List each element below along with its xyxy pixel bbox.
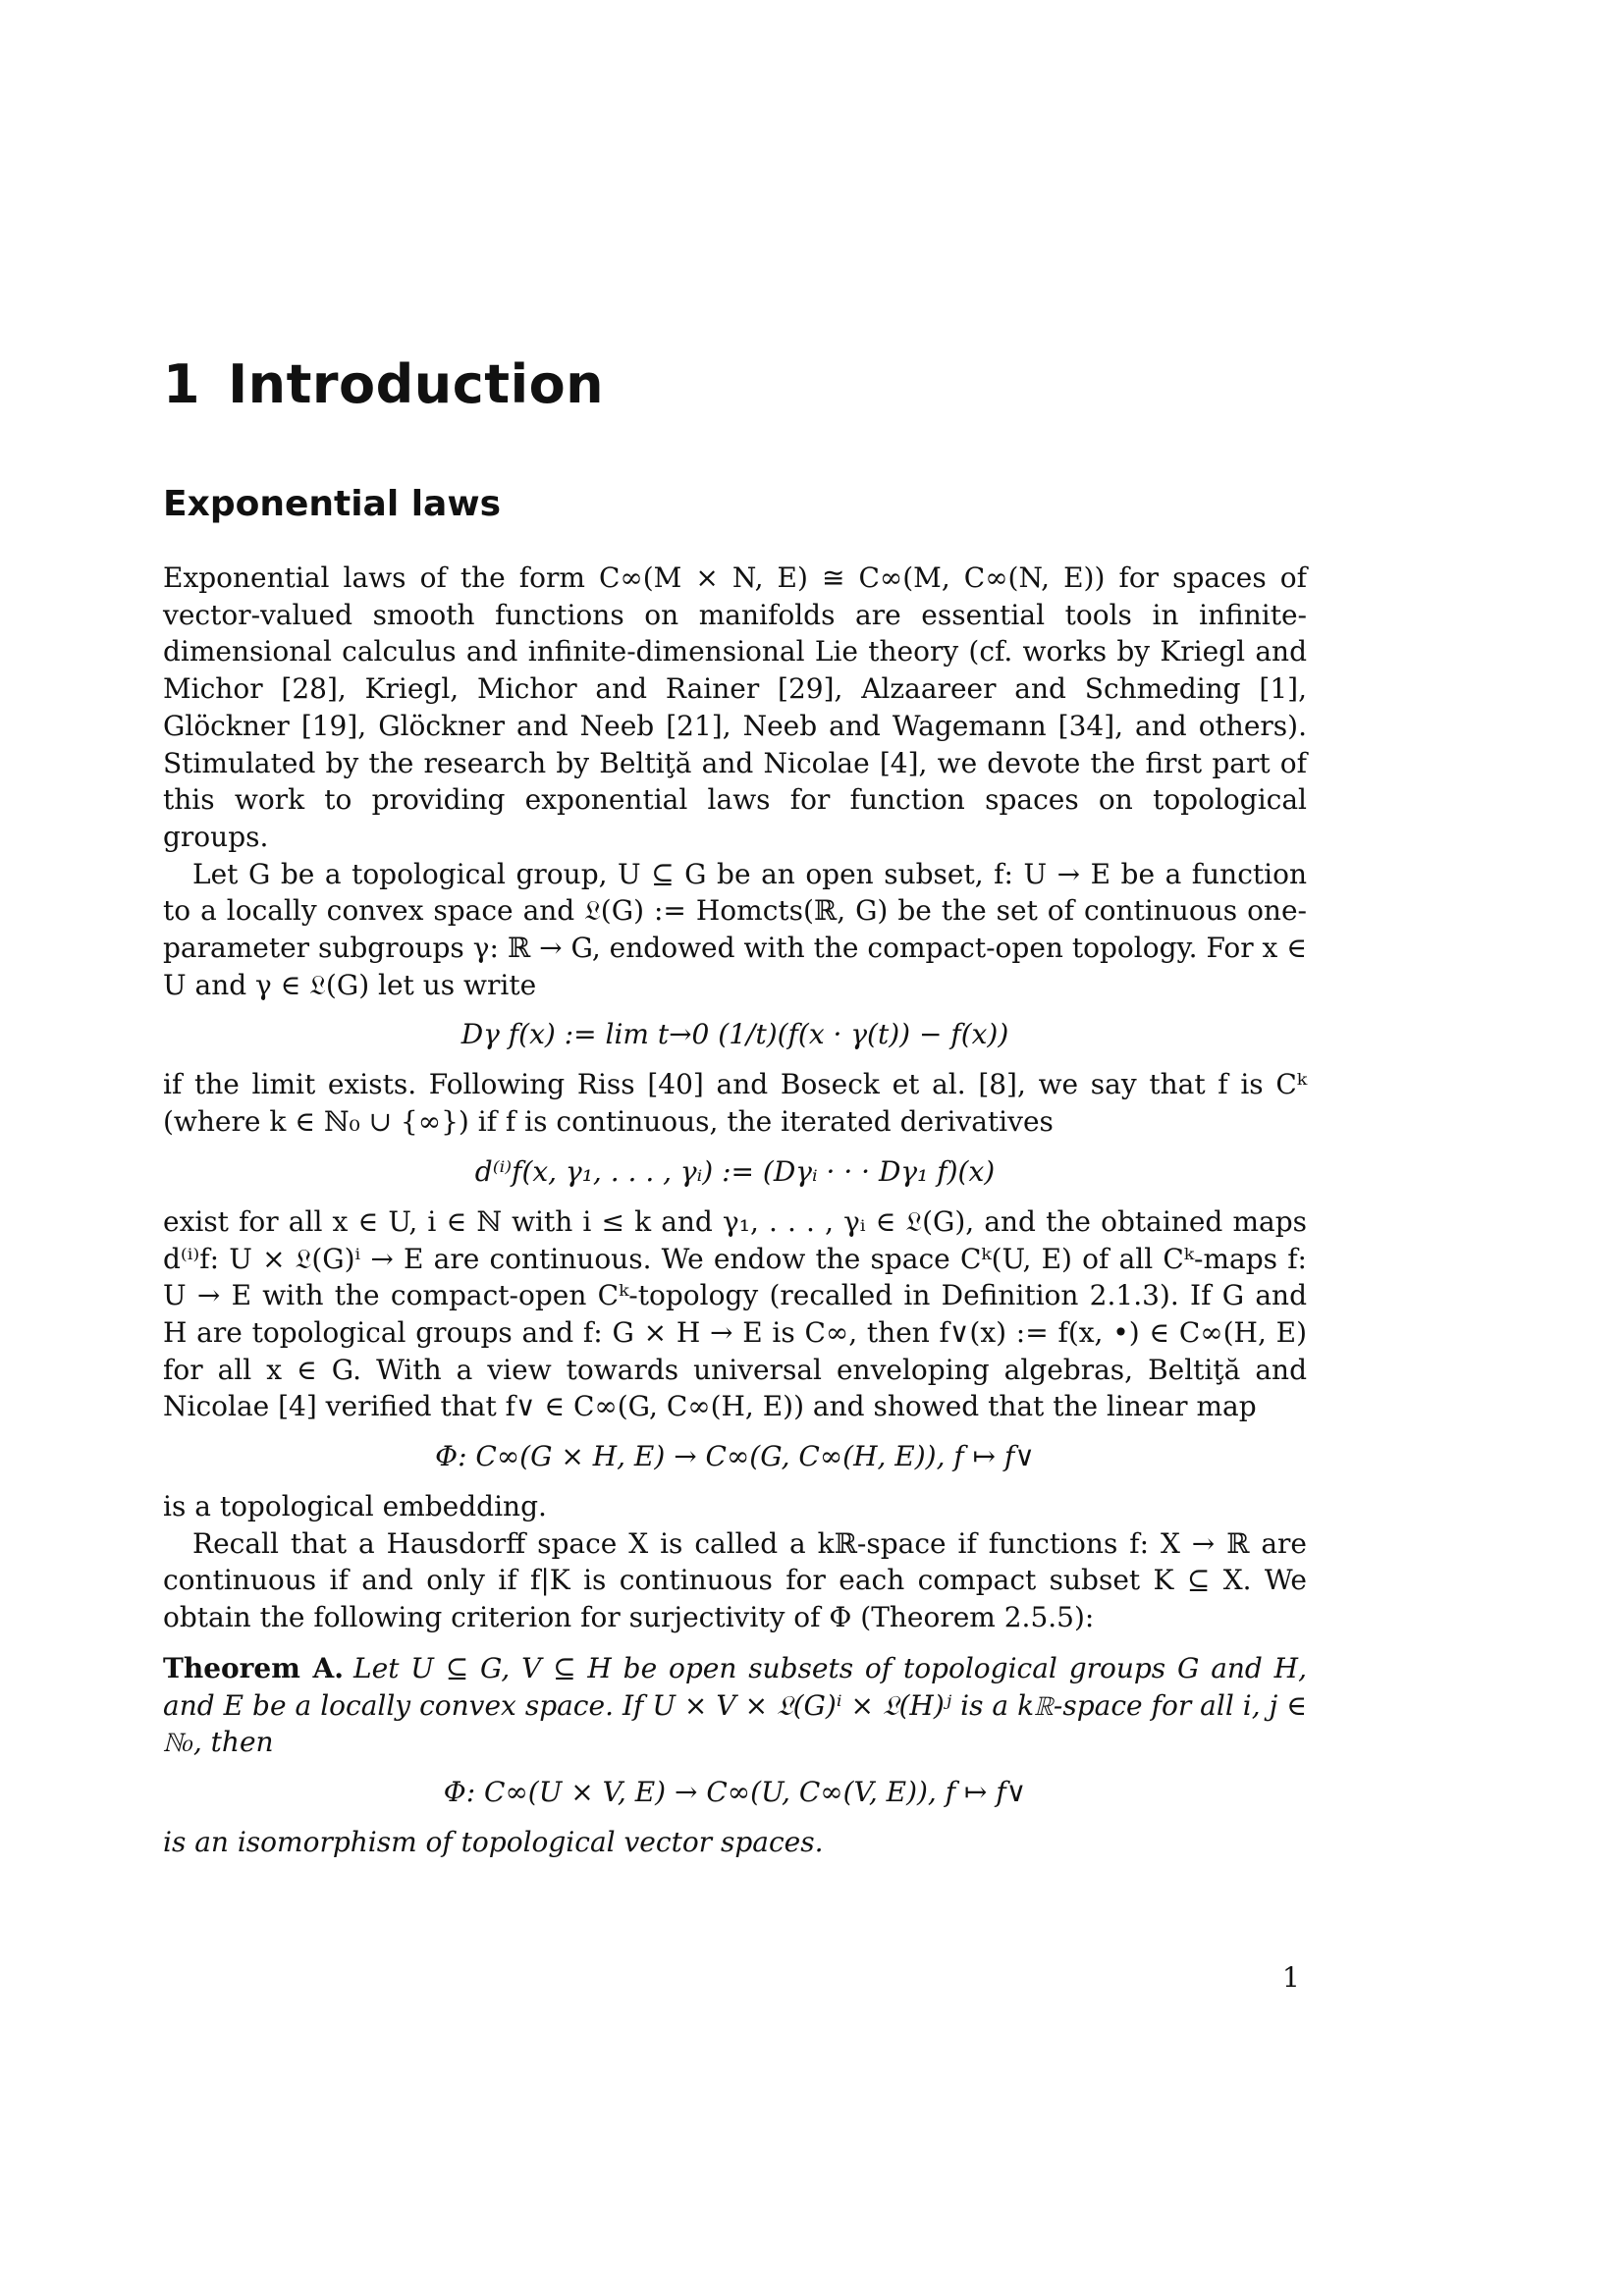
page-number: 1 xyxy=(1282,1961,1300,1994)
paragraph-1: Exponential laws of the form C∞(M × N, E) ≅ C∞(M, C∞(N, E)) for spaces of vector-valued smooth functions on manifolds are essential tools in infinite-dimensional calculus and infinite-dimensional Lie theory (cf. works by Kriegl and Michor [28], Kriegl, Michor and Rainer [29], Alzaareer and Schmeding [1], Glöckner [19], Glöckner and Neeb [21], Neeb and Wagemann [34], and others). Stimulated by the research by Beltiţă and Nicolae [4], we devote the first part of this work to providing exponential laws for function spaces on topological groups. xyxy=(163,561,1307,853)
paragraph-2: Let G be a topological group, U ⊆ G be an open subset, f: U → E be a function to a locally convex space and 𝔏(G) := Homcts(ℝ, G) be the set of continuous one-parameter subgroups γ: ℝ → G, endowed with the compact-open topology. For x ∈ U and γ ∈ 𝔏(G) let us write xyxy=(163,857,1307,1001)
equation-derivative: Dγ f(x) := lim t→0 (1/t)(f(x · γ(t)) − f(x)) xyxy=(460,1018,1009,1051)
theorem-equation: Φ: C∞(U × V, E) → C∞(U, C∞(V, E)), f ↦ f∨ xyxy=(443,1775,1027,1808)
equation-iterated-derivative: d⁽ⁱ⁾f(x, γ₁, . . . , γᵢ) := (Dγᵢ · · · Dγ₁ f)(x) xyxy=(474,1154,996,1188)
paragraph-5: is a topological embedding. xyxy=(163,1490,547,1523)
paragraph-4: exist for all x ∈ U, i ∈ ℕ with i ≤ k and γ₁, . . . , γᵢ ∈ 𝔏(G), and the obtained maps d⁽ⁱ⁾f: U × 𝔏(G)ⁱ → E are continuous. We endow the space Cᵏ(U, E) of all Cᵏ-maps f: U → E with the compact-open Cᵏ-topology (recalled in Definition 2.1.3). If G and H are topological groups and f: G × H → E is C∞, then f∨(x) := f(x, •) ∈ C∞(H, E) for all x ∈ G. With a view towards universal enveloping algebras, Beltiţă and Nicolae [4] verified that f∨ ∈ C∞(G, C∞(H, E)) and showed that the linear map xyxy=(163,1204,1307,1423)
section-heading xyxy=(163,353,1307,415)
subsection-heading: Exponential laws xyxy=(163,484,502,524)
page-content xyxy=(163,353,1307,1861)
equation-phi-map: Φ: C∞(G × H, E) → C∞(G, C∞(H, E)), f ↦ f∨ xyxy=(435,1440,1035,1473)
theorem-a xyxy=(163,1650,1307,1761)
theorem-label: Theorem A. xyxy=(163,1651,345,1684)
theorem-text: Let U ⊆ G, V ⊆ H be open subsets of topological groups G and H, and E be a locally convex space. If U × V × 𝔏(G)ⁱ × 𝔏(H)ʲ is a kℝ-space for all i, j ∈ ℕ₀, then xyxy=(163,1651,1307,1759)
paragraph-6: Recall that a Hausdorff space X is called a kℝ-space if functions f: X → ℝ are continuous if and only if f|K is continuous for each compact subset K ⊆ X. We obtain the following criterion for surjectivity of Φ (Theorem 2.5.5): xyxy=(163,1526,1307,1634)
theorem-conclusion: is an isomorphism of topological vector spaces. xyxy=(163,1825,824,1858)
paragraph-3: if the limit exists. Following Riss [40] and Boseck et al. [8], we say that f is Cᵏ (where k ∈ ℕ₀ ∪ {∞}) if f is continuous, the iterated derivatives xyxy=(163,1068,1307,1139)
section-title: Introduction xyxy=(228,353,605,415)
section-number: 1 xyxy=(163,353,201,415)
